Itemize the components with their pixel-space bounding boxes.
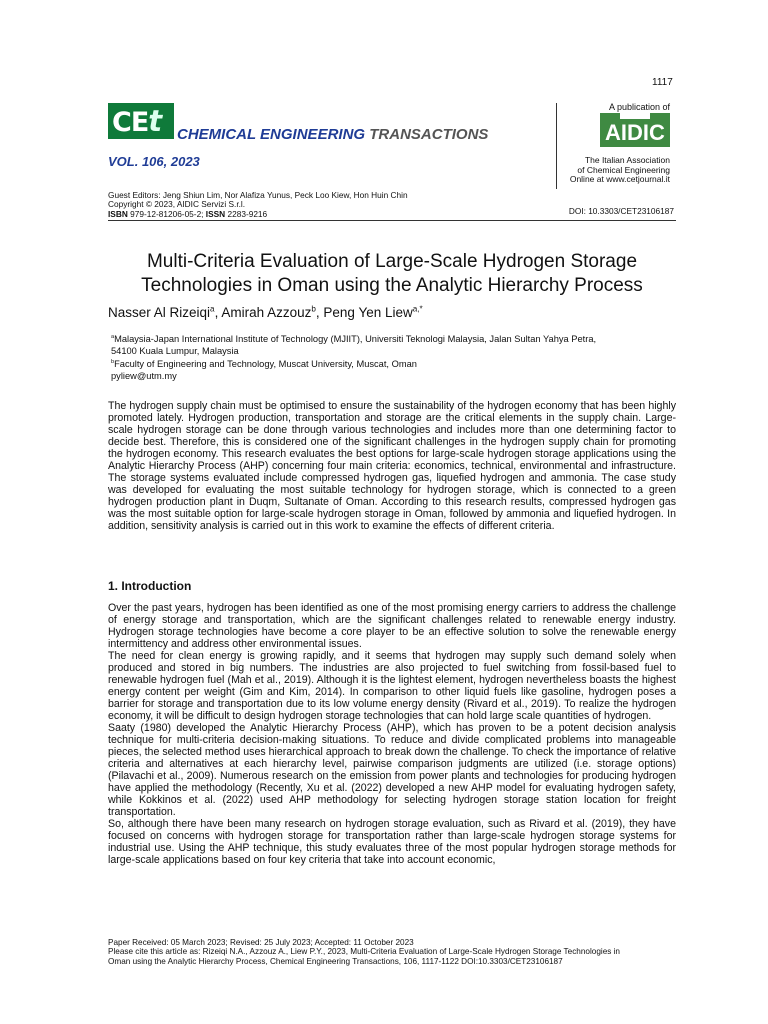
paragraph: Saaty (1980) developed the Analytic Hierarchy Process (AHP), which has proven to be a potent decision analysis technique for multi-criteria decision-making situations. To reduce and divide complicated problems into manageable pieces, the selected method uses hierarchical approach to break down the challenge. To check the importance of relative criteria and alternatives at each hierarchy level, pairwise comparison judgments are utilized (i.e. storage options) (Pilavachi et al., 2009). Numerous research on the emission from power plants and technologies for producing hydrogen have applied the methodology (Recently, Xu et al. (2022) developed a new AHP model for evaluating hydrogen safety, while Kokkinos et al. (2022) used AHP methodology for selecting hydrogen storage station location for freight transportation. — [108, 722, 676, 818]
journal-name-bold: CHEMICAL ENGINEERING — [177, 126, 366, 143]
paragraph: The need for clean energy is growing rapidly, and it seems that hydrogen may supply such demand solely when produced and stored in big numbers. The industries are also projected to fuel switching from fossil-based fuel to renewable hydrogen fuel (Mah et al., 2019). Although it is the lightest element, hydrogen nevertheless boasts the highest energy content per weight (Gim and Kim, 2014). In comparison to other liquid fuels like gasoline, hydrogen poses a barrier for storage and transportation due to its low volume energy density (Rivard et al., 2019). To realize the hydrogen economy, it will be difficult to design hydrogen storage technologies that can hold large scale quantities of hydrogen. — [108, 650, 676, 722]
abstract: The hydrogen supply chain must be optimised to ensure the sustainability of the hydrogen economy that has been highly promoted lately. Hydrogen production, transportation and storage are the critical elements in the supply chain. Large-scale hydrogen storage can be done through various technologies and includes more than one determining factor to decide best. Therefore, this is considered one of the significant challenges in the hydrogen supply chain for promoting the hydrogen economy. This research evaluates the best options for large-scale hydrogen storage applications using the Analytic Hierarchy Process (AHP) concerning four main criteria: economics, technical, environmental and infrastructure. The storage systems evaluated include compressed hydrogen gas, liquefied hydrogen and ammonia. The case study was developed for evaluating the most suitable technology for hydrogen storage, which is connected to a green hydrogen production plant in Duqm, Sultanate of Oman. According to this research results, compressed hydrogen gas was the most suitable option for large-scale hydrogen storage in Oman, followed by ammonia and liquefied hydrogen. In addition, sensitivity analysis is carried out in this work to examine the effects of different criteria. — [108, 400, 676, 532]
publication-of-label: A publication of — [608, 102, 670, 112]
affiliation: 54100 Kuala Lumpur, Malaysia — [111, 346, 239, 357]
affiliations — [108, 333, 676, 382]
journal-name-rest: TRANSACTIONS — [369, 126, 489, 143]
publisher-info — [540, 156, 670, 185]
footer — [108, 938, 683, 966]
isbn-issn: ISBN 979-12-81206-05-2; ISSN 2283-9216 — [108, 208, 268, 219]
paragraph: Over the past years, hydrogen has been identified as one of the most promising energy carriers to address the challenge of energy storage and transportation, which are the significant challenges related to renewable energy industry. Hydrogen storage technologies have become a core player to be an effective solution to solve the renewable energy intermittency and address other environmental issues. — [108, 602, 676, 650]
section-heading-introduction: 1. Introduction — [108, 579, 192, 593]
author: Nasser Al Rizeiqi$^a$, — [108, 304, 222, 320]
citation: Oman using the Analytic Hierarchy Process, Chemical Engineering Transactions, 106, 1117-1122 DOI:10.3303/CET23106187 — [108, 956, 563, 966]
publisher-line: of Chemical Engineering — [577, 164, 670, 175]
publisher-website[interactable]: Online at www.cetjournal.it — [569, 174, 670, 185]
guest-editors: Guest Editors: Jeng Shiun Lim, Nor Alafiza Yunus, Peck Loo Kiew, Hon Huin Chin — [108, 190, 408, 200]
author: Peng Yen Liew$^{a,*}$ — [323, 304, 423, 320]
cet-journal-logo: CEt — [108, 103, 174, 139]
copyright: Copyright © 2023, AIDIC Servizi S.r.l. — [108, 199, 246, 210]
affiliation: $^a$Malaysia-Japan International Institute of Technology (MJIIT), Universiti Teknologi Malaysia, Jalan Sultan Yahya Petra, — [111, 333, 597, 344]
paper-dates: Paper Received: 05 March 2023; Revised: 25 July 2023; Accepted: 11 October 2023 — [108, 938, 414, 947]
journal-name — [177, 126, 488, 143]
citation: Please cite this article as: Rizeiqi N.A., Azzouz A., Liew P.Y., 2023, Multi-Criteria Evaluation of Large-Scale Hydrogen Storage Technologies in — [108, 947, 620, 957]
page-number: 1117 — [652, 77, 673, 88]
author-list — [108, 305, 423, 320]
aidic-logo: AIDIC — [600, 113, 670, 147]
doi[interactable]: DOI: 10.3303/CET23106187 — [568, 206, 674, 216]
corresponding-email[interactable]: pyliew@utm.my — [111, 370, 177, 381]
paper-title: Multi-Criteria Evaluation of Large-Scale Hydrogen Storage Technologies in Oman using the Analytic Hierarchy Process — [141, 251, 643, 296]
journal-volume: VOL. 106, 2023 — [108, 154, 200, 169]
author: Amirah Azzouz$^b$, — [221, 304, 324, 320]
publisher-line: The Italian Association — [584, 155, 670, 165]
introduction-body — [108, 602, 676, 866]
paragraph: So, although there have been many research on hydrogen storage evaluation, such as Rivard et al. (2019), they have focused on concerns with hydrogen storage for transportation rather than large-scale hydrogen storage systems for industrial use. Using the AHP technique, this study evaluates three of the most popular hydrogen storage methods for large-scale applications based on four key criteria that take into account economic, — [108, 818, 676, 866]
header-rule — [108, 220, 676, 221]
affiliation: $^b$Faculty of Engineering and Technology, Muscat University, Muscat, Oman — [111, 358, 417, 369]
editorial-meta — [108, 191, 508, 219]
